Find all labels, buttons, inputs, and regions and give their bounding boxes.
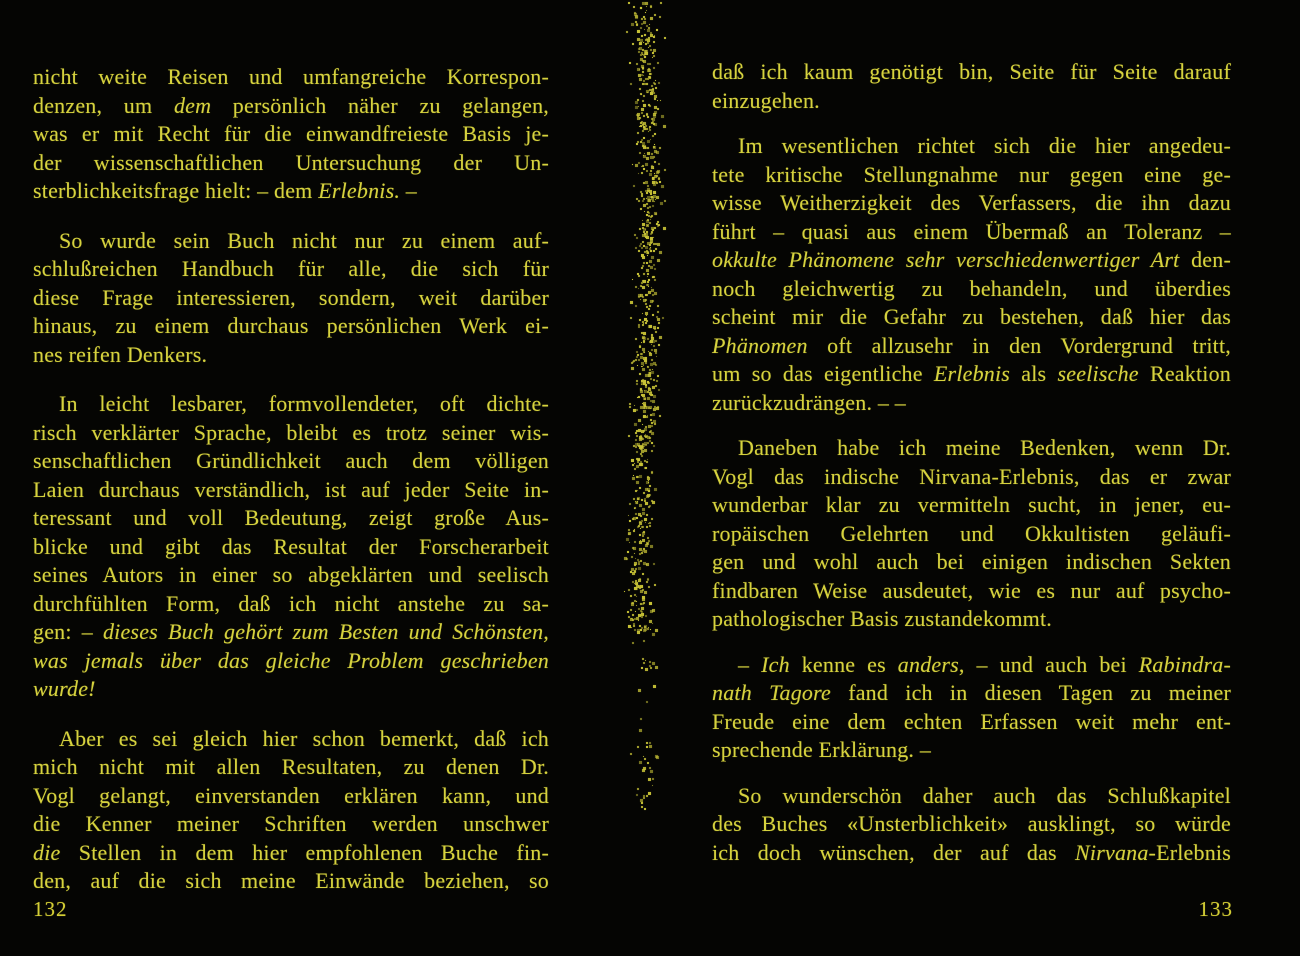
text-line: gen: – dieses Buch gehört zum Besten und Schönsten,	[33, 619, 549, 644]
page-number-right: 133	[1198, 897, 1233, 921]
text-line: tete kritische Stellungnahme nur gegen eine ge-	[712, 161, 1231, 187]
text-line: Im wesentlichen richtet sich die hier angedeu-	[738, 133, 1231, 158]
text-line: die Stellen in dem hier empfohlenen Buche fin-	[33, 839, 549, 865]
paragraph	[33, 227, 549, 370]
text-line: ropäischen Gelehrten und Okkultisten geläufi-	[712, 520, 1231, 546]
text-line: Laien durchaus verständlich, ist auf jeder Seite in-	[33, 476, 549, 502]
text-line: führt – quasi aus einem Übermaß an Toleranz –	[712, 218, 1231, 244]
text-line: hinaus, zu einem durchaus persönlichen Werk ei-	[33, 313, 549, 338]
text-line: nes reifen Denkers.	[33, 341, 208, 367]
text-line: So wunderschön daher auch das Schlußkapitel	[738, 782, 1231, 808]
text-line: was jemals über das gleiche Problem geschrieben wurde!	[33, 647, 549, 701]
paragraph	[712, 782, 1231, 868]
text-line: sterblichkeitsfrage hielt: – dem Erlebnis. –	[33, 178, 417, 203]
text-line: In leicht lesbarer, formvollendeter, oft dichte-	[59, 391, 549, 416]
text-line: ich doch wünschen, der auf das Nirvana-Erlebnis	[712, 839, 1231, 865]
text-line: gen und wohl auch bei einigen indischen Sekten	[712, 549, 1231, 574]
text-line: findbaren Weise ausdeutet, wie es nur auf psycho-	[712, 577, 1231, 603]
text-line: einzugehen.	[712, 87, 820, 113]
text-line: daß ich kaum genötigt bin, Seite für Seite darauf	[712, 59, 1231, 84]
page-right-text-column	[712, 58, 1231, 867]
paragraph	[712, 434, 1231, 634]
text-line: pathologischer Basis zustandekommt.	[712, 606, 1052, 631]
book-gutter-scan-noise	[612, 0, 676, 956]
text-line: Daneben habe ich meine Bedenken, wenn Dr.	[738, 435, 1231, 460]
text-line: teressant und voll Bedeutung, zeigt große Aus-	[33, 505, 549, 530]
text-line: um so das eigentliche Erlebnis als seelische Reaktion	[712, 361, 1231, 386]
paragraph	[33, 63, 549, 206]
text-line: Vogl gelangt, einverstanden erklären kann, und	[33, 782, 549, 808]
paragraph	[712, 651, 1231, 765]
text-line: sprechende Erklärung. –	[712, 737, 932, 762]
text-line: schlußreichen Handbuch für alle, die sich für	[33, 256, 549, 281]
text-line: seines Autors in einer so abgeklärten und seelisch	[33, 562, 549, 587]
paragraph	[33, 390, 549, 704]
text-line: – Ich kenne es anders, – und auch bei Rabindra-	[738, 651, 1231, 677]
text-line: Freude eine dem echten Erfassen weit mehr ent-	[712, 708, 1231, 734]
text-line: So wurde sein Buch nicht nur zu einem auf-	[59, 227, 549, 253]
text-line: den, auf die sich meine Einwände beziehen, so	[33, 868, 549, 893]
text-line: blicke und gibt das Resultat der Forscherarbeit	[33, 533, 549, 559]
text-line: scheint mir die Gefahr zu bestehen, daß hier das	[712, 304, 1231, 329]
page-left-text-column	[33, 63, 549, 896]
text-line: senschaftlichen Gründlichkeit auch dem völligen	[33, 448, 549, 473]
text-line: was er mit Recht für die einwandfreieste Basis je-	[33, 121, 549, 146]
text-line: wunderbar klar zu vermitteln sucht, in jener, eu-	[712, 492, 1231, 517]
text-line: Phänomen oft allzusehr in den Vordergrund tritt,	[712, 332, 1231, 358]
text-line: nath Tagore fand ich in diesen Tagen zu meiner	[712, 680, 1231, 705]
text-line: der wissenschaftlichen Untersuchung der Un-	[33, 149, 549, 175]
text-line: nicht weite Reisen und umfangreiche Korrespon-	[33, 64, 549, 89]
text-line: risch verklärter Sprache, bleibt es trotz seiner wis-	[33, 419, 549, 445]
text-line: wisse Weitherzigkeit des Verfassers, die ihn dazu	[712, 190, 1231, 215]
text-line: diese Frage interessieren, sondern, weit darüber	[33, 284, 549, 310]
text-line: denzen, um dem persönlich näher zu gelangen,	[33, 92, 550, 118]
paragraph	[33, 725, 549, 896]
text-line: zurückzudrängen. – –	[712, 389, 906, 415]
page-number-left: 132	[33, 897, 68, 921]
text-line: Vogl das indische Nirvana-Erlebnis, das er zwar	[712, 463, 1231, 489]
text-line: Aber es sei gleich hier schon bemerkt, daß ich	[59, 725, 549, 751]
text-line: noch gleichwertig zu behandeln, und überdies	[712, 275, 1231, 301]
text-line: durchfühlten Form, daß ich nicht anstehe zu sa-	[33, 590, 549, 616]
text-line: okkulte Phänomene sehr verschiedenwertiger Art den-	[712, 247, 1231, 272]
text-line: des Buches «Unsterblichkeit» ausklingt, so würde	[712, 811, 1231, 836]
paragraph	[712, 58, 1231, 115]
paragraph	[712, 132, 1231, 417]
text-line: mich nicht mit allen Resultaten, zu denen Dr.	[33, 754, 549, 779]
text-line: die Kenner meiner Schriften werden unschwer	[33, 811, 549, 836]
